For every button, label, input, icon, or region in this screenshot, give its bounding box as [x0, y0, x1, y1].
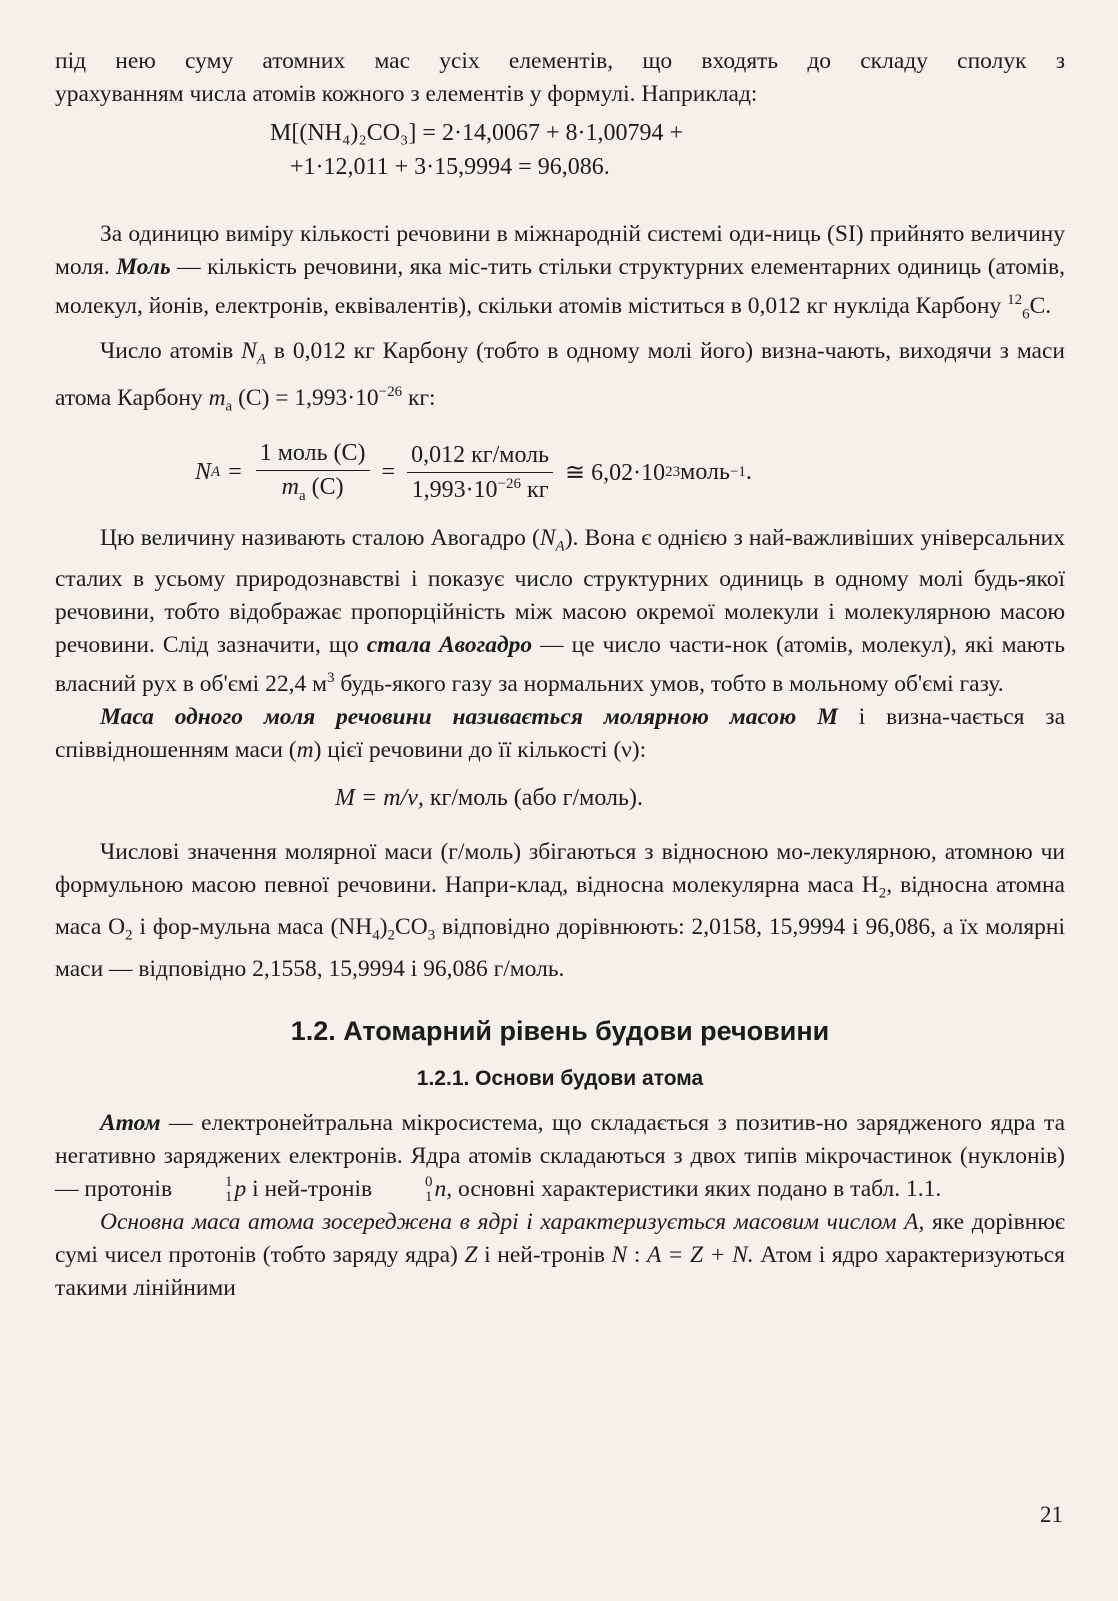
term-mass-number: Основна маса атома зосереджена в ядрі і характеризується масовим числом A,	[100, 1208, 925, 1235]
section-title: 1.2. Атомарний рівень будови речовини	[290, 1015, 830, 1046]
formula-molar-mass-example	[270, 116, 1065, 184]
body-text	[55, 45, 1065, 1305]
term-avogadro: стала Авогадро	[366, 632, 533, 659]
text-line: під нею суму атомних мас усіх елементів, що входять до складу сполук з	[55, 48, 1065, 74]
formula-line-1: M[(NH₄)₂CO₃] = 2·14,0067 + 8·1,00794 +	[270, 120, 684, 146]
formula-avogadro: N A = $\frac{\text{1 моль (C)}}{m_а (C)}$ = $\frac{\text{0,012 кг/моль}}{1,993\cdot 10^{-26} кг}$ ≅ 6,02·10 23 моль −1 .	[195, 440, 752, 505]
paragraph-continuation	[55, 45, 1065, 78]
paragraph-continuation-2	[55, 78, 1065, 111]
term-molar-mass: Маса одного моля речовини називається молярною масою M	[100, 704, 838, 731]
paragraph-numeric-values: Числові значення молярної маси (г/моль) збігаються з відносною мо-лекулярною, атомною чи формульною масою певної речовини. Напри-клад, відносна молекулярна маса $H_2$, відносна атомна маса $O_2$ і фор-мульна маса $(NH_4)_2CO_3$ відповідно дорівнюють: 2,0158, 15,9994 і 96,086, а їх молярні маси — відповідно 2,1558, 15,9994 і 96,086 г/моль.	[55, 839, 1065, 982]
fraction-mole-over-mass: $\frac{\text{1 моль (C)}}{m_а (C)}$	[256, 440, 370, 505]
formula-line-2: +1·12,011 + 3·15,9994 = 96,086.	[290, 154, 610, 180]
page-number: 21	[1040, 1502, 1063, 1527]
paragraph-atom-count: Число атомів $N_A$ в 0,012 кг Карбону (тобто в одному молі його) визна-чають, виходячи з маси атома Карбону $m_а$ $(C) = 1,993\cdot 10^{-26}$ кг:	[55, 337, 1065, 415]
paragraph-atom-definition: Атом — електронейтральна мікросистема, що складається з позитив-но зарядженого ядра та негативно заряджених електронів. Ядра атомів складаються з двох типів мікрочастинок (нуклонів) — протонів 1 1 p і ней-тронів 0 1 n, основні характеристики яких подано в табл. 1.1.	[55, 1109, 1065, 1206]
text-line: урахуванням числа атомів кожного з елементів у формулі. Наприклад:	[55, 81, 758, 107]
fraction-kg-values: $\frac{\text{0,012 кг/моль}}{1,993\cdot 10^{-26} кг}$	[407, 442, 553, 504]
formula-molar-mass: M = m/ν, кг/моль (або г/моль).	[335, 785, 643, 812]
term-mole: Моль	[116, 254, 171, 280]
term-atom: Атом	[100, 1109, 161, 1136]
paragraph-molar-mass: Маса одного моля речовини називається молярною масою M і визна-чається за співвідношенням маси (m) цієї речовини до її кількості (ν):	[55, 704, 1065, 764]
paragraph-avogadro-constant: Цю величину називають сталою Авогадро $(N_A)$. Вона є однією з най-важливіших універсальних сталих в усьому природознавстві і показує число структурних одиниць в одному молі будь-якої речовини, тобто відображає пропорційність між масою окремої молекули і молекулярною масою речовини. Слід зазначити, що стала Авогадро — це число части-нок (атомів, молекул), які мають власний рух в об'ємі 22,4 $м^3$ будь-якого газу за нормальних умов, тобто в мольному об'ємі газу.	[55, 524, 1066, 698]
paragraph-mole-definition: За одиницю виміру кількості речовини в міжнародній системі оди-ниць (SI) прийнято величину моля. Моль — кількість речовини, яка міс-тить стільки структурних елементарних одиниць (атомів, молекул, йонів, електронів, еквівалентів), скільки атомів міститься в 0,012 кг нукліда Карбону $^{12}_6$C.	[55, 221, 1065, 323]
paragraph-mass-number: Основна маса атома зосереджена в ядрі і характеризується масовим числом A, яке дорівнює сумі чисел протонів (тобто заряду ядра) Z і ней-тронів N : A = Z + N. Атом і ядро характеризуються такими лінійними	[55, 1208, 1065, 1301]
subsection-title: 1.2.1. Основи будови атома	[416, 1066, 704, 1090]
